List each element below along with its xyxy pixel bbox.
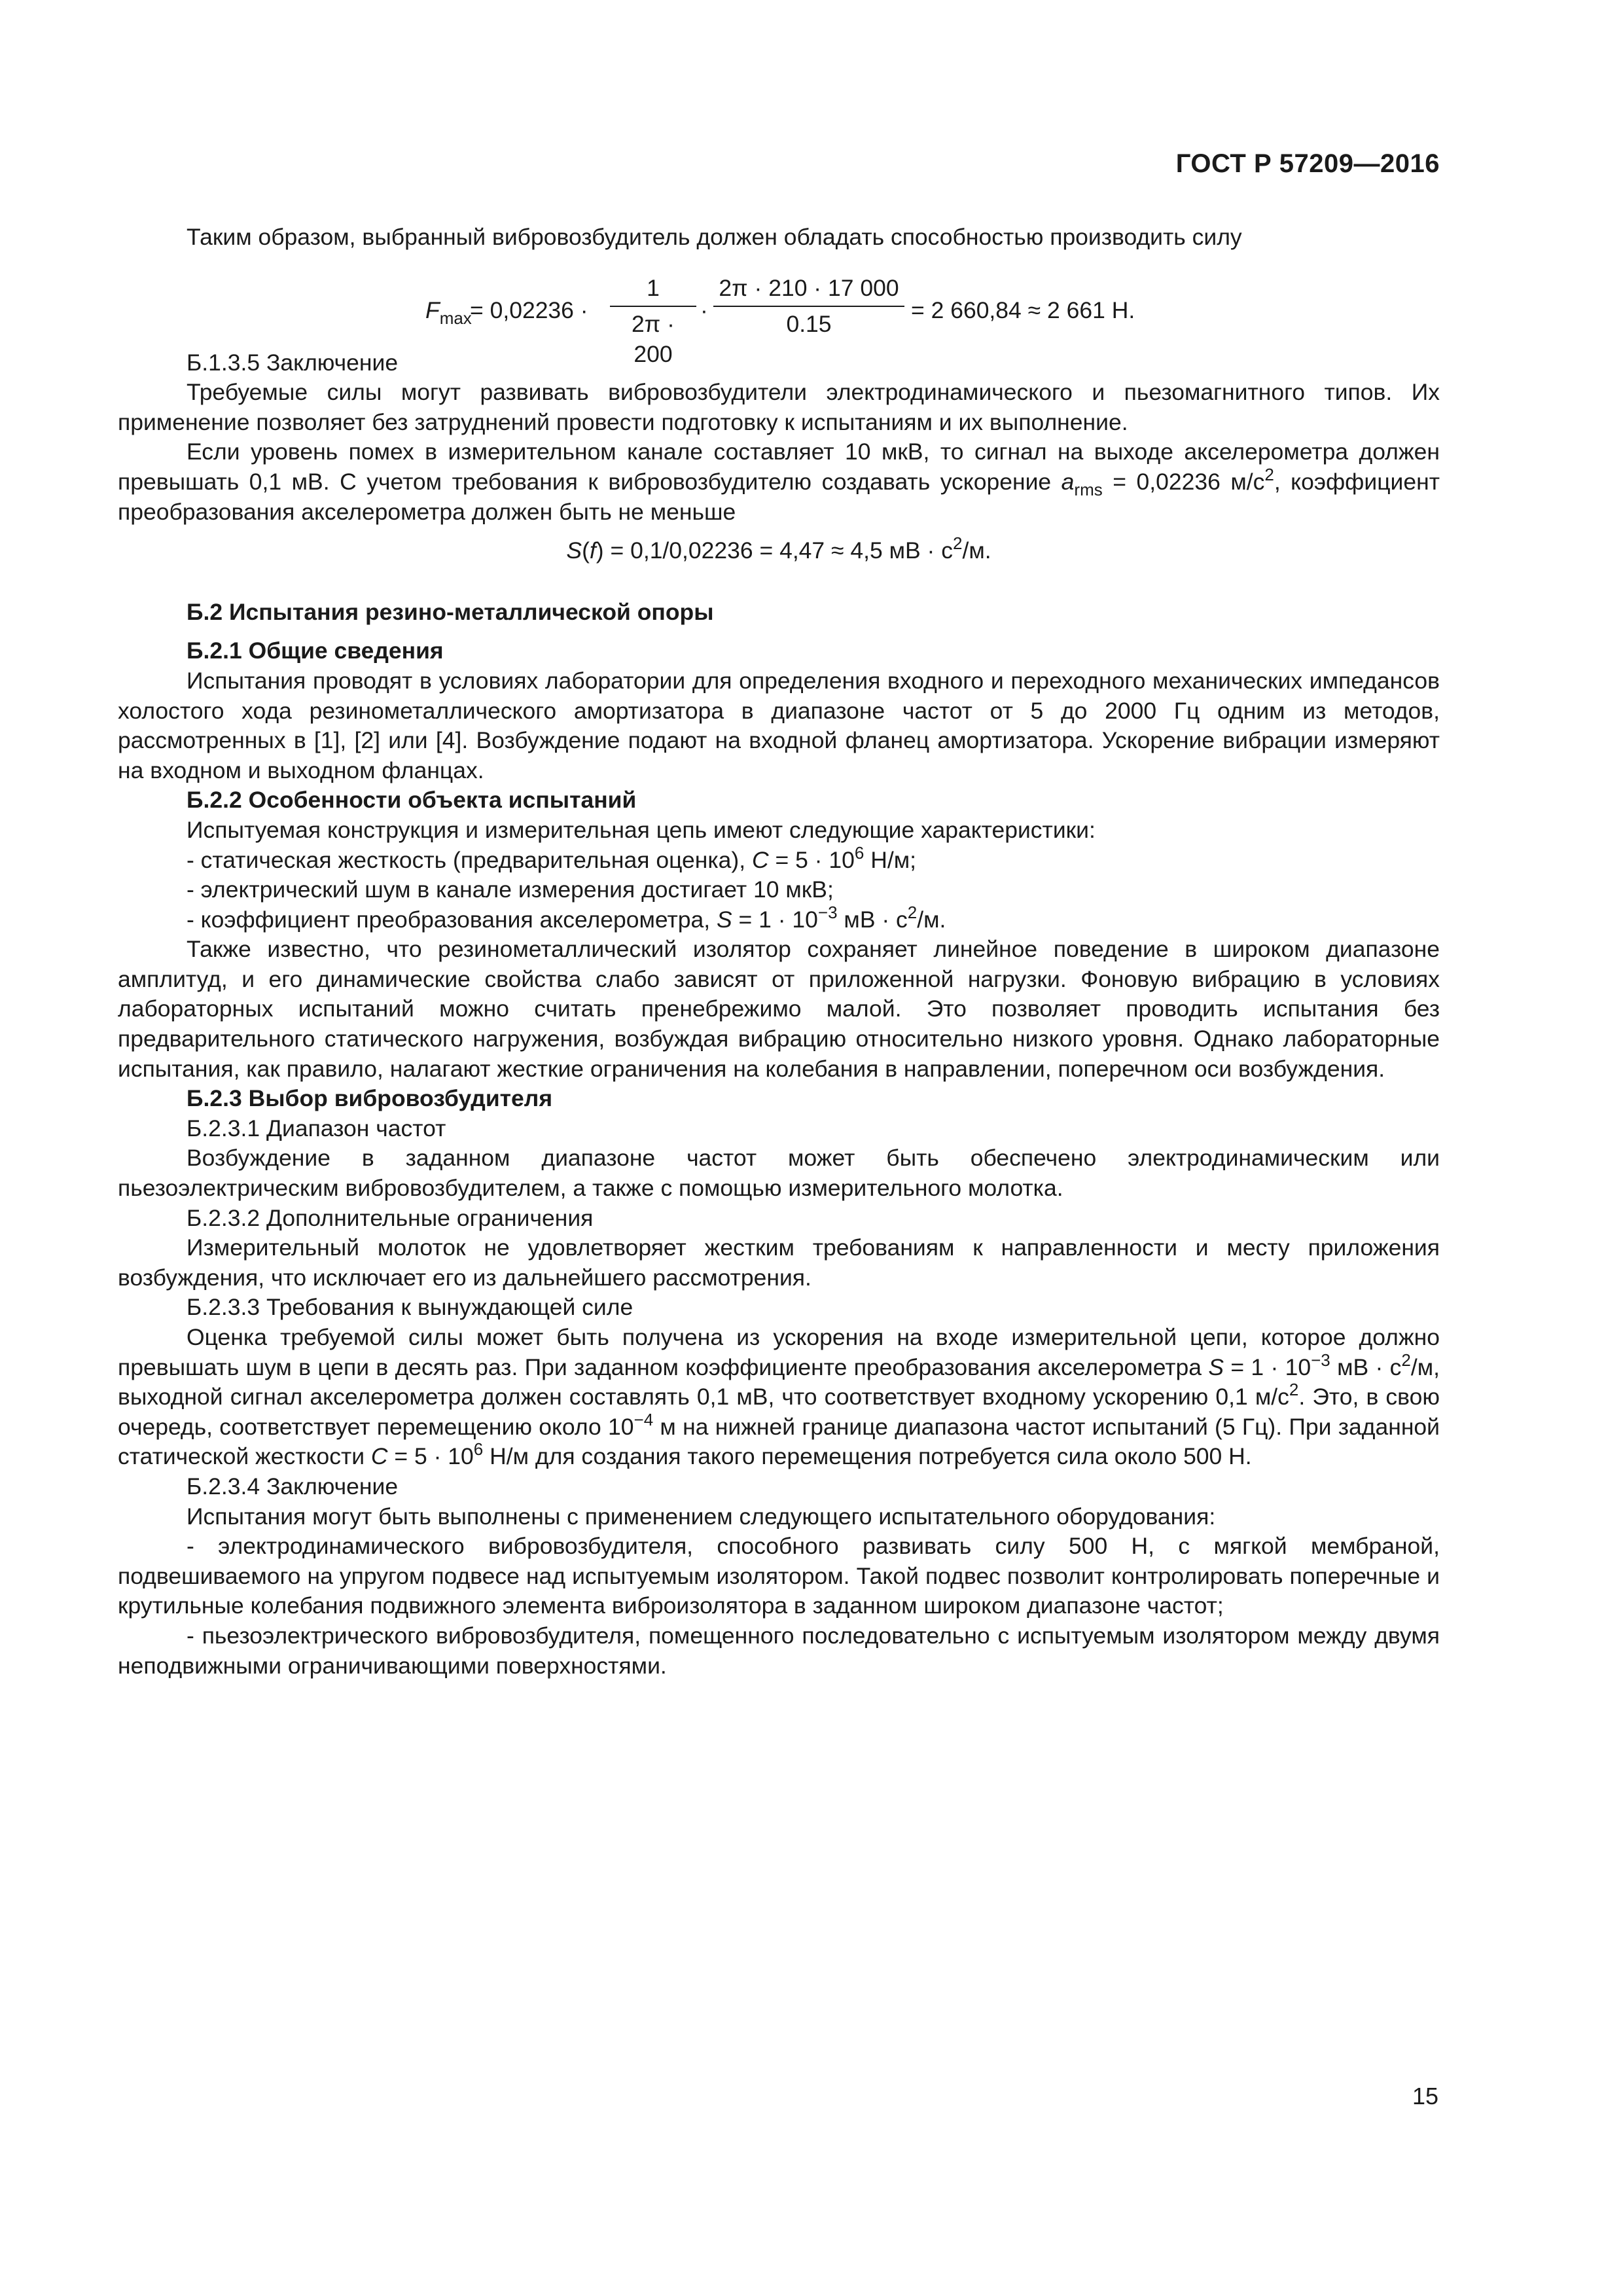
document-header bbox=[1176, 149, 1440, 179]
document-body bbox=[118, 223, 1440, 1681]
section-b234-intro: Испытания могут быть выполнены с применением следующего испытательного оборудования: bbox=[187, 1503, 1216, 1530]
section-b22-intro: Испытуемая конструкция и измерительная цепь имеют следующие характеристики: bbox=[187, 816, 1096, 843]
section-b135-paragraph-2: Если уровень помех в измерительном канале составляет 10 мкВ, то сигнал на выходе акселерометра должен превышать 0,1 мВ. С учетом требования к вибровозбудителю создавать ускорение $a_{rms} = 0,02236$ $м/с^2$, коэффициент преобразования акселерометра должен быть не меньше bbox=[118, 439, 1440, 525]
section-b232-title: Б.2.3.2 Дополнительные ограничения bbox=[187, 1204, 594, 1231]
formula-coefficient: = 0,02236 · bbox=[470, 296, 588, 323]
list-item-electrodynamic-exciter: - электродинамического вибровозбудителя, способного развивать силу 500 Н, с мягкой мембраной, подвешиваемого на упругом подвесе над испытуемым изолятором. Такой подвес позволит контролировать поперечные и крутильные колебания подвижного элемента виброизолятора в заданном широком диапазоне частот; bbox=[118, 1533, 1440, 1619]
list-item-electric-noise: - электрический шум в канале измерения достигает 10 мкВ; bbox=[187, 876, 834, 903]
section-b233-paragraph: Оценка требуемой силы может быть получена из ускорения на входе измерительной цепи, которое должно превышать шум в цепи в десять раз. При заданном коэффициенте преобразования акселерометра $S = 1 \cdot 10^{-3}$ мВ · $с^2/м$, выходной сигнал акселерометра должен составлять 0,1 мВ, что соответствует входному ускорению 0,1 $м/с^2$. Это, в свою очередь, соответствует перемещению около $10^{-4}$ м на нижней границе диапазона частот испытаний (5 Гц). При заданной статической жесткости $C = 5 \cdot 10^6$ Н/м для создания такого перемещения потребуется сила около 500 Н. bbox=[118, 1324, 1440, 1470]
sensitivity-formula: S(f) = 0,1/0,02236 = 4,47 ≈ 4,5 мВ · $с^2/м$. bbox=[566, 533, 991, 564]
formula-fraction-1: $\frac{1}{2\pi \cdot 200}$ bbox=[610, 274, 696, 370]
list-item-piezoelectric-exciter: - пьезоэлектрического вибровозбудителя, помещенного последовательно с испытуемым изолятором между двумя неподвижными ограничивающими поверхностями. bbox=[118, 1622, 1440, 1679]
section-b135-paragraph-1: Требуемые силы могут развивать вибровозбудители электродинамического и пьезомагнитного типов. Их применение позволяет без затруднений провести подготовку к испытаниям и их выполнение. bbox=[118, 379, 1440, 435]
section-b2-title: Б.2 Испытания резино-металлической опоры bbox=[187, 598, 714, 625]
section-b23-title: Б.2.3 Выбор вибровозбудителя bbox=[187, 1085, 553, 1112]
section-b21-title: Б.2.1 Общие сведения bbox=[187, 637, 444, 664]
section-b231-paragraph: Возбуждение в заданном диапазоне частот может быть обеспечено электродинамическим или пьезоэлектрическим вибровозбудителем, а также с помощью измерительного молотка. bbox=[118, 1145, 1440, 1202]
formula-fraction-2: $\frac{2\pi \cdot 210 \cdot 17 000}{0.15}$ bbox=[713, 274, 904, 340]
formula-lhs: $F_{max}$ bbox=[425, 296, 472, 328]
section-b135-title: Б.1.3.5 Заключение bbox=[187, 349, 399, 376]
list-item-accelerometer-sensitivity: - коэффициент преобразования акселерометра, $S = 1 \cdot 10^{-3}$ мВ · $с^2/м$. bbox=[187, 902, 946, 933]
section-b22-title: Б.2.2 Особенности объекта испытаний bbox=[187, 787, 637, 814]
section-b231-title: Б.2.3.1 Диапазон частот bbox=[187, 1115, 446, 1141]
list-item-static-stiffness: - статическая жесткость (предварительная оценка), $C = 5 \cdot 10^6$ Н/м; bbox=[187, 842, 916, 873]
standard-id: ГОСТ Р 57209—2016 bbox=[1175, 149, 1440, 178]
section-b234-title: Б.2.3.4 Заключение bbox=[187, 1473, 399, 1499]
page-number: 15 bbox=[1412, 2083, 1438, 2109]
section-b21-paragraph: Испытания проводят в условиях лаборатории для определения входного и переходного механических импедансов холостого хода резинометаллического амортизатора в диапазоне частот от 5 до 2000 Гц одним из методов, рассмотренных в [1], [2] или [4]. Возбуждение подают на входной фланец амортизатора. Ускорение вибрации измеряют на входном и выходном фланцах. bbox=[118, 667, 1440, 783]
formula-result: = 2 660,84 ≈ 2 661 Н. bbox=[911, 296, 1135, 323]
force-sentence: Таким образом, выбранный вибровозбудитель должен обладать способностью производить силу bbox=[187, 224, 1242, 250]
formula-dot: · bbox=[700, 296, 708, 323]
section-b232-paragraph: Измерительный молоток не удовлетворяет жестким требованиям к направленности и месту приложения возбуждения, что исключает его из дальнейшего рассмотрения. bbox=[118, 1234, 1440, 1291]
section-b22-paragraph: Также известно, что резинометаллический изолятор сохраняет линейное поведение в широком диапазоне амплитуд, и его динамические свойства слабо зависят от приложенной нагрузки. Фоновую вибрацию в условиях лабораторных испытаний можно считать пренебрежимо малой. Это позволяет проводить испытания без предварительного статического нагружения, возбуждая вибрацию относительно низкого уровня. Однако лабораторные испытания, как правило, налагают жесткие ограничения на колебания в направлении, поперечном оси возбуждения. bbox=[118, 936, 1440, 1082]
section-b233-title: Б.2.3.3 Требования к вынуждающей силе bbox=[187, 1294, 633, 1321]
